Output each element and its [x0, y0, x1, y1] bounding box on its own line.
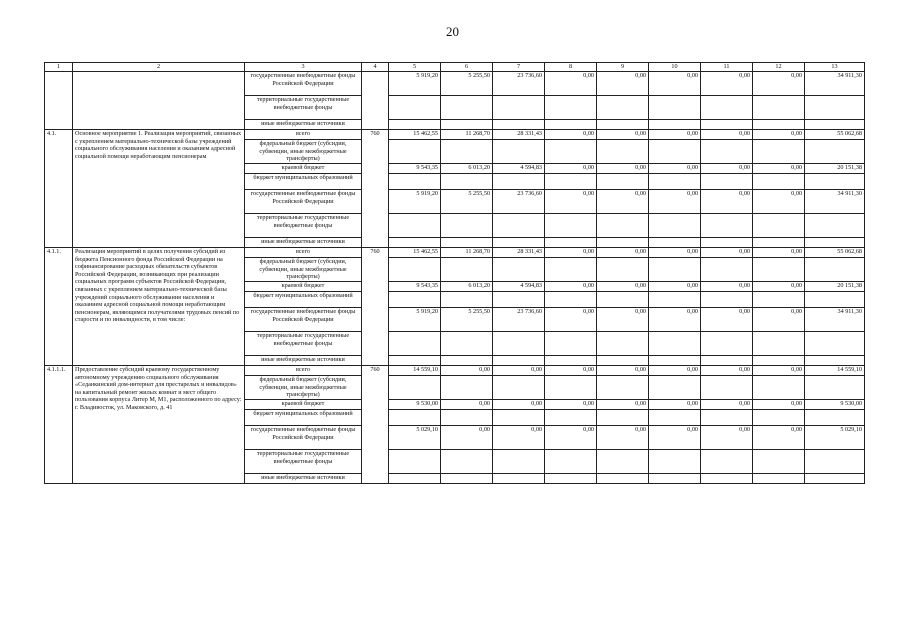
value-cell [649, 356, 701, 366]
value-cell [649, 410, 701, 426]
value-cell: 0,00 [649, 400, 701, 410]
value-cell [805, 356, 865, 366]
funding-source-cell: краевой бюджет [245, 164, 362, 174]
value-cell [701, 332, 753, 356]
value-cell: 0,00 [701, 190, 753, 214]
value-cell: 6 013,20 [441, 164, 493, 174]
value-cell: 0,00 [545, 130, 597, 140]
value-cell: 5 919,20 [389, 308, 441, 332]
value-cell: 0,00 [649, 248, 701, 258]
value-cell: 0,00 [753, 308, 805, 332]
header-row [45, 63, 865, 72]
page-number: 20 [446, 24, 459, 39]
header-cell: 12 [753, 63, 805, 72]
value-cell: 0,00 [753, 72, 805, 96]
value-cell [545, 174, 597, 190]
value-cell: 0,00 [649, 164, 701, 174]
value-cell [545, 376, 597, 400]
value-cell [597, 332, 649, 356]
value-cell [597, 238, 649, 248]
value-cell: 6 013,20 [441, 282, 493, 292]
value-cell: 0,00 [753, 400, 805, 410]
value-cell [649, 140, 701, 164]
value-cell [389, 258, 441, 282]
funding-source-cell: всего [245, 248, 362, 258]
value-cell [389, 214, 441, 238]
value-cell [597, 120, 649, 130]
funding-source-cell: иные внебюджетные источники [245, 238, 362, 248]
value-cell: 34 911,30 [805, 308, 865, 332]
value-cell [441, 356, 493, 366]
value-cell: 0,00 [753, 282, 805, 292]
value-cell [597, 474, 649, 484]
value-cell: 34 911,30 [805, 72, 865, 96]
value-cell: 11 268,70 [441, 248, 493, 258]
value-cell [545, 410, 597, 426]
row-number-cell [45, 72, 73, 130]
value-cell [441, 258, 493, 282]
budget-table [44, 62, 865, 484]
value-cell: 0,00 [545, 308, 597, 332]
value-cell: 55 062,68 [805, 248, 865, 258]
value-cell: 0,00 [649, 130, 701, 140]
value-cell: 0,00 [597, 164, 649, 174]
value-cell [493, 474, 545, 484]
value-cell [805, 214, 865, 238]
value-cell [805, 140, 865, 164]
value-cell [493, 214, 545, 238]
funding-source-cell: бюджет муниципальных образований [245, 292, 362, 308]
value-cell [389, 356, 441, 366]
value-cell: 5 255,50 [441, 308, 493, 332]
value-cell [597, 140, 649, 164]
value-cell: 14 559,10 [389, 366, 441, 376]
value-cell: 55 062,68 [805, 130, 865, 140]
value-cell [753, 292, 805, 308]
value-cell [389, 450, 441, 474]
value-cell [493, 450, 545, 474]
value-cell: 28 331,43 [493, 130, 545, 140]
value-cell [493, 332, 545, 356]
value-cell [597, 376, 649, 400]
value-cell [597, 214, 649, 238]
value-cell [389, 376, 441, 400]
funding-source-cell: территориальные государственные внебюджетные фонды [245, 96, 362, 120]
value-cell: 0,00 [649, 308, 701, 332]
value-cell [649, 376, 701, 400]
value-cell: 0,00 [493, 366, 545, 376]
header-cell: 13 [805, 63, 865, 72]
value-cell [805, 410, 865, 426]
value-cell: 0,00 [701, 426, 753, 450]
value-cell: 0,00 [441, 426, 493, 450]
header-cell: 8 [545, 63, 597, 72]
value-cell [493, 356, 545, 366]
value-cell: 0,00 [701, 400, 753, 410]
value-cell: 0,00 [597, 130, 649, 140]
value-cell [441, 292, 493, 308]
value-cell: 34 911,30 [805, 190, 865, 214]
header-cell: 10 [649, 63, 701, 72]
value-cell [597, 356, 649, 366]
value-cell: 0,00 [441, 400, 493, 410]
table-row [45, 72, 865, 96]
value-cell [701, 120, 753, 130]
value-cell [649, 292, 701, 308]
value-cell: 0,00 [753, 426, 805, 450]
table-body [45, 63, 865, 484]
value-cell: 0,00 [701, 308, 753, 332]
value-cell [753, 332, 805, 356]
value-cell [753, 376, 805, 400]
value-cell [545, 214, 597, 238]
value-cell [753, 214, 805, 238]
value-cell [701, 356, 753, 366]
value-cell [441, 474, 493, 484]
funding-source-cell: государственные внебюджетные фонды Российской Федерации [245, 426, 362, 450]
value-cell: 0,00 [649, 190, 701, 214]
value-cell: 0,00 [545, 72, 597, 96]
funding-source-cell: территориальные государственные внебюджетные фонды [245, 214, 362, 238]
activity-name-cell: Реализация мероприятий в целях получения субсидий из бюджета Пенсионного фонда Российской Федерации на софинансирование расходных обязательств субъектов Российской Федерации, возникающих при реализации социальных программ субъектов Российской Федерации, связанных с укреплением материально-технической базы учреждений социального обслуживания населения и оказанием адресной социальной помощи неработающим пенсионерам, являющимся получателями трудовых пенсий по старости и по инвалидности, в том числе: [73, 248, 245, 366]
funding-source-cell: бюджет муниципальных образований [245, 174, 362, 190]
value-cell: 23 736,60 [493, 308, 545, 332]
value-cell [389, 332, 441, 356]
funding-source-cell: федеральный бюджет (субсидии, субвенции, иные межбюджетные трансферты) [245, 140, 362, 164]
value-cell [597, 96, 649, 120]
value-cell: 0,00 [753, 366, 805, 376]
value-cell: 0,00 [493, 426, 545, 450]
value-cell: 0,00 [753, 248, 805, 258]
value-cell: 9 543,35 [389, 164, 441, 174]
value-cell: 0,00 [545, 400, 597, 410]
value-cell [701, 96, 753, 120]
value-cell: 0,00 [545, 164, 597, 174]
value-cell: 23 736,60 [493, 190, 545, 214]
header-cell: 4 [362, 63, 389, 72]
funding-source-cell: государственные внебюджетные фонды Российской Федерации [245, 190, 362, 214]
code-cell: 760 [362, 248, 389, 366]
value-cell: 0,00 [597, 282, 649, 292]
value-cell [805, 120, 865, 130]
value-cell: 9 543,35 [389, 282, 441, 292]
value-cell: 20 151,38 [805, 164, 865, 174]
value-cell [441, 214, 493, 238]
value-cell [805, 474, 865, 484]
funding-source-cell: территориальные государственные внебюджетные фонды [245, 450, 362, 474]
value-cell: 14 559,10 [805, 366, 865, 376]
value-cell [649, 474, 701, 484]
value-cell: 0,00 [597, 308, 649, 332]
value-cell: 0,00 [545, 282, 597, 292]
value-cell: 0,00 [545, 190, 597, 214]
value-cell [649, 238, 701, 248]
value-cell [701, 410, 753, 426]
value-cell [649, 96, 701, 120]
header-cell: 9 [597, 63, 649, 72]
value-cell: 0,00 [649, 426, 701, 450]
value-cell [545, 474, 597, 484]
value-cell [753, 96, 805, 120]
value-cell: 9 530,00 [805, 400, 865, 410]
value-cell: 0,00 [701, 282, 753, 292]
funding-source-cell: краевой бюджет [245, 400, 362, 410]
value-cell [805, 450, 865, 474]
row-number-cell: 4.1.1. [45, 248, 73, 366]
funding-source-cell: бюджет муниципальных образований [245, 410, 362, 426]
value-cell [805, 258, 865, 282]
value-cell: 0,00 [597, 190, 649, 214]
value-cell [753, 356, 805, 366]
value-cell: 0,00 [701, 366, 753, 376]
value-cell [701, 376, 753, 400]
row-number-cell: 4.1.1.1. [45, 366, 73, 484]
value-cell: 0,00 [597, 72, 649, 96]
value-cell [753, 410, 805, 426]
value-cell [441, 140, 493, 164]
value-cell: 15 462,55 [389, 248, 441, 258]
value-cell: 4 594,83 [493, 164, 545, 174]
code-cell: 760 [362, 366, 389, 484]
value-cell: 15 462,55 [389, 130, 441, 140]
value-cell [389, 238, 441, 248]
value-cell [753, 258, 805, 282]
funding-source-cell: краевой бюджет [245, 282, 362, 292]
value-cell: 0,00 [545, 366, 597, 376]
value-cell: 0,00 [441, 366, 493, 376]
value-cell [753, 238, 805, 248]
value-cell: 0,00 [597, 366, 649, 376]
value-cell [649, 214, 701, 238]
value-cell [493, 376, 545, 400]
funding-source-cell: государственные внебюджетные фонды Российской Федерации [245, 308, 362, 332]
value-cell [649, 450, 701, 474]
value-cell [805, 96, 865, 120]
value-cell [805, 174, 865, 190]
value-cell [545, 96, 597, 120]
value-cell: 5 029,10 [805, 426, 865, 450]
value-cell [441, 174, 493, 190]
value-cell: 0,00 [597, 248, 649, 258]
value-cell [389, 474, 441, 484]
value-cell [493, 120, 545, 130]
value-cell [389, 410, 441, 426]
value-cell [753, 474, 805, 484]
funding-source-cell: государственные внебюджетные фонды Российской Федерации [245, 72, 362, 96]
value-cell: 0,00 [753, 164, 805, 174]
value-cell [493, 292, 545, 308]
header-cell: 11 [701, 63, 753, 72]
value-cell: 0,00 [597, 426, 649, 450]
value-cell [649, 332, 701, 356]
value-cell: 0,00 [597, 400, 649, 410]
value-cell [753, 140, 805, 164]
value-cell [493, 96, 545, 120]
value-cell: 0,00 [753, 130, 805, 140]
value-cell: 28 331,43 [493, 248, 545, 258]
value-cell: 5 255,50 [441, 190, 493, 214]
value-cell [597, 450, 649, 474]
value-cell: 0,00 [701, 72, 753, 96]
activity-name-cell [73, 72, 245, 130]
value-cell [597, 174, 649, 190]
code-cell: 760 [362, 130, 389, 248]
value-cell: 5 919,20 [389, 72, 441, 96]
value-cell [493, 258, 545, 282]
value-cell [701, 258, 753, 282]
value-cell [545, 258, 597, 282]
value-cell [493, 140, 545, 164]
value-cell: 0,00 [545, 248, 597, 258]
value-cell [805, 376, 865, 400]
table-row [45, 130, 865, 140]
value-cell [701, 174, 753, 190]
value-cell [805, 238, 865, 248]
value-cell [389, 96, 441, 120]
funding-source-cell: всего [245, 130, 362, 140]
code-cell [362, 72, 389, 130]
value-cell [597, 292, 649, 308]
value-cell: 0,00 [493, 400, 545, 410]
value-cell [389, 292, 441, 308]
row-number-cell: 4.1. [45, 130, 73, 248]
value-cell [545, 332, 597, 356]
value-cell [753, 450, 805, 474]
value-cell: 4 594,83 [493, 282, 545, 292]
header-cell: 2 [73, 63, 245, 72]
value-cell [701, 140, 753, 164]
header-cell: 1 [45, 63, 73, 72]
value-cell [441, 332, 493, 356]
value-cell: 11 268,70 [441, 130, 493, 140]
header-cell: 3 [245, 63, 362, 72]
header-cell: 7 [493, 63, 545, 72]
value-cell [441, 376, 493, 400]
value-cell: 0,00 [701, 164, 753, 174]
value-cell [805, 292, 865, 308]
value-cell [493, 238, 545, 248]
value-cell [441, 238, 493, 248]
funding-source-cell: территориальные государственные внебюджетные фонды [245, 332, 362, 356]
value-cell [597, 410, 649, 426]
header-cell: 6 [441, 63, 493, 72]
funding-source-cell: всего [245, 366, 362, 376]
value-cell [389, 174, 441, 190]
value-cell [545, 356, 597, 366]
funding-source-cell: иные внебюджетные источники [245, 474, 362, 484]
value-cell [701, 214, 753, 238]
value-cell [545, 292, 597, 308]
value-cell: 0,00 [649, 366, 701, 376]
funding-source-cell: федеральный бюджет (субсидии, субвенции, иные межбюджетные трансферты) [245, 376, 362, 400]
activity-name-cell: Основное мероприятие 1. Реализация мероприятий, связанных с укреплением материально-технической базы учреждений социального обслуживания населения и оказанием адресной социальной помощи неработающим пенсионерам [73, 130, 245, 248]
value-cell [441, 96, 493, 120]
value-cell [545, 450, 597, 474]
value-cell: 0,00 [649, 72, 701, 96]
value-cell [649, 258, 701, 282]
value-cell: 23 736,60 [493, 72, 545, 96]
value-cell [649, 120, 701, 130]
value-cell [753, 174, 805, 190]
value-cell: 0,00 [753, 190, 805, 214]
value-cell: 5 919,20 [389, 190, 441, 214]
value-cell [753, 120, 805, 130]
value-cell [441, 450, 493, 474]
activity-name-cell: Предоставление субсидий краевому государственному автономному учреждению социального обслуживания «Седанкинский дом-интернат для престарелых и инвалидов» на капитальный ремонт жилых комнат и мест общего пользования корпуса Литер М, М1, расположенного по адресу: г. Владивосток, ул. Маковского, д. 41 [73, 366, 245, 484]
value-cell: 9 530,00 [389, 400, 441, 410]
value-cell [493, 174, 545, 190]
value-cell: 0,00 [701, 130, 753, 140]
value-cell: 20 151,38 [805, 282, 865, 292]
value-cell [701, 292, 753, 308]
value-cell: 0,00 [701, 248, 753, 258]
value-cell [545, 120, 597, 130]
table-row [45, 248, 865, 258]
value-cell: 5 255,50 [441, 72, 493, 96]
value-cell [389, 140, 441, 164]
value-cell [701, 474, 753, 484]
value-cell [441, 120, 493, 130]
value-cell: 0,00 [649, 282, 701, 292]
funding-source-cell: иные внебюджетные источники [245, 120, 362, 130]
value-cell [649, 174, 701, 190]
value-cell [805, 332, 865, 356]
value-cell [493, 410, 545, 426]
funding-source-cell: иные внебюджетные источники [245, 356, 362, 366]
header-cell: 5 [389, 63, 441, 72]
value-cell [701, 450, 753, 474]
value-cell: 5 029,10 [389, 426, 441, 450]
value-cell [597, 258, 649, 282]
value-cell [545, 238, 597, 248]
value-cell [545, 140, 597, 164]
value-cell [701, 238, 753, 248]
table-row [45, 366, 865, 376]
funding-source-cell: федеральный бюджет (субсидии, субвенции, иные межбюджетные трансферты) [245, 258, 362, 282]
value-cell: 0,00 [545, 426, 597, 450]
value-cell [389, 120, 441, 130]
value-cell [441, 410, 493, 426]
